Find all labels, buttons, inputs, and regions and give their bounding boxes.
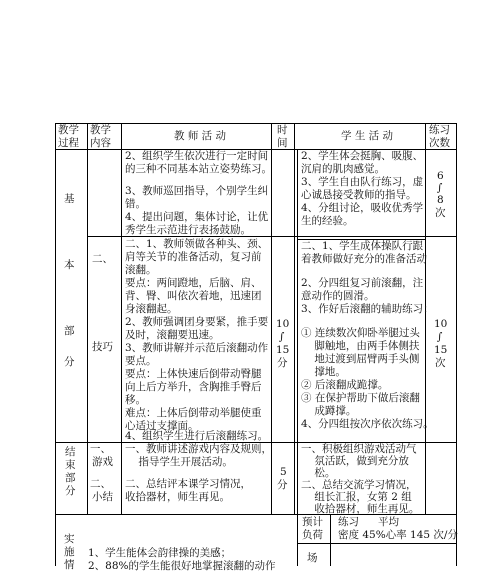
student-line: 生的经验。: [301, 215, 354, 227]
student-line: 沉肩的肌肉感觉。: [301, 163, 385, 175]
count-value: 次: [435, 357, 446, 369]
phase-ending-char: 分: [65, 485, 76, 497]
student-line: 2、分四组复习前滚翻，注: [301, 277, 424, 289]
student-line: 地过渡到屈臂两手头侧: [301, 353, 420, 365]
content-number: 二、: [90, 478, 111, 490]
student-line: 二、总结交流学习情况，: [301, 479, 417, 491]
student-line: 脚触地，由两手体侧扶: [301, 340, 420, 352]
phase-basic-char: 分: [64, 356, 75, 368]
table-line: [425, 123, 426, 514]
time-value: 分: [277, 479, 288, 491]
student-line: ① 连续数次仰卧举腿过头: [301, 327, 420, 339]
teacher-line: 要点：上体快速后倒带动臀腿: [125, 368, 262, 380]
count-value: 8: [437, 194, 444, 206]
teacher-line: 肩等关节的准备活动，复习前: [125, 251, 262, 263]
phase-ending-char: 结: [65, 446, 76, 458]
student-line: 一、积极组织游戏活动气: [301, 443, 417, 455]
table-line: [55, 123, 456, 124]
content-name: 技巧: [92, 341, 113, 353]
teacher-line: 秀学生示范进行表扬鼓励。: [125, 224, 251, 236]
student-line: 心诚恳接受教师的指导。: [301, 189, 417, 201]
teacher-line: 2、组织学生依次进行一定时间: [125, 150, 269, 162]
venue-label: 场: [307, 552, 318, 564]
table-line: [55, 123, 56, 566]
content-name: 游戏: [92, 456, 113, 468]
content-number: 一、: [90, 443, 111, 455]
header-process: 教学 过程: [58, 124, 79, 149]
teacher-line: 3、教师巡回指导，个别学生纠: [125, 185, 269, 197]
student-line: 4、分组讨论，吸收优秀学: [301, 202, 424, 214]
teacher-line: 4、提出问题，集体讨论，让优: [125, 211, 269, 223]
table-line: [87, 123, 88, 514]
time-value: 15: [276, 344, 290, 356]
student-line: 成蹲撑。: [301, 405, 357, 417]
practice-label: 练习: [338, 516, 359, 528]
forecast-load-label: 预计: [302, 516, 323, 528]
teacher-line: 的三种不同基本站立姿势练习。: [125, 163, 272, 175]
student-line: 二、1、学生成体操队行跟: [301, 240, 424, 252]
student-line: 3、学生自由队行练习，虚: [301, 176, 424, 188]
teacher-line: 2、教师强调团身要紧，推手要: [125, 316, 269, 328]
student-line: 2、学生体会挺胸、吸腹、: [301, 150, 424, 162]
teacher-line: 心适过支撑面。: [125, 420, 199, 432]
table-line: [297, 514, 298, 566]
teacher-line: 二、总结评本课学习情况，: [125, 478, 251, 490]
phase-basic-char: 本: [64, 259, 75, 271]
teacher-line: 滚翻。: [125, 264, 157, 276]
header-content: 教学 内容: [90, 124, 111, 149]
student-line: 撑地。: [301, 366, 346, 378]
phase-implement-char: 实: [64, 533, 75, 545]
teacher-line: 要点：两间蹬地，后脑、肩、: [125, 277, 262, 289]
phase-basic-char: 基: [64, 193, 75, 205]
teacher-line: 背、臀、叫依次着地，迅速团: [125, 290, 262, 302]
student-line: 4、分四组按次序依次练习。: [301, 418, 434, 430]
teacher-line: 3、教师讲解并示范后滚翻动作: [125, 342, 269, 354]
content-number: 二、: [92, 253, 113, 265]
student-line: 松。: [301, 467, 336, 479]
time-value: ∫: [279, 331, 285, 343]
phase-ending-char: 部: [65, 472, 76, 484]
time-value: 10: [276, 318, 290, 330]
time-value: 分: [277, 357, 288, 369]
student-line: 氛活跃，做到充分放: [301, 455, 409, 467]
content-name: 小结: [92, 491, 113, 503]
count-value: ∫: [437, 182, 443, 194]
table-line: [330, 514, 331, 566]
header-time: 时 间: [277, 124, 288, 149]
time-value: 5: [280, 466, 287, 478]
count-value: ∫: [437, 331, 443, 343]
teacher-line: 移。: [125, 394, 146, 406]
teacher-line: 及时，滚翻要迅速。: [125, 329, 220, 341]
table-line: [294, 123, 295, 514]
student-line: 3、作好后滚翻的辅助练习：: [301, 303, 434, 315]
teacher-line: 错。: [125, 198, 146, 210]
teacher-line: 向上后方举升，含胸推手臀后: [125, 381, 262, 393]
teacher-line: 指导学生开展活动。: [125, 456, 233, 468]
table-line: [121, 123, 122, 514]
student-line: 着教师做好充分的准备活动: [301, 253, 427, 265]
header-practice-count: 练习 次数: [429, 124, 450, 149]
density-heart-rate: 密度 45%心率 145 次/分: [338, 529, 458, 541]
count-value: 15: [434, 344, 448, 356]
teacher-line: 收拾器材，师生再见。: [125, 491, 230, 503]
teacher-line: 难点：上体后倒带动举腿使重: [125, 407, 262, 419]
student-line: 组长汇报，女第 2 组: [301, 491, 412, 503]
count-value: 次: [435, 207, 446, 219]
student-line: ② 后滚翻成跪撑。: [301, 379, 389, 391]
student-line: 收拾器材，师生再见。: [301, 503, 420, 515]
teacher-line: 要点。: [125, 355, 157, 367]
forecast-load-label: 负荷: [302, 529, 323, 541]
header-student-activity: 学 生 活 动: [340, 130, 393, 142]
table-line: [297, 543, 456, 544]
table-line: [297, 149, 298, 514]
header-teacher-activity: 教 师 活 动: [173, 130, 226, 142]
phase-ending-char: 束: [65, 459, 76, 471]
student-line: 意动作的圆滑。: [301, 290, 375, 302]
student-line: ③ 在保护帮助下做后滚翻: [301, 392, 420, 404]
count-value: 6: [437, 170, 444, 182]
teacher-line: 一、教师讲述游戏内容及规则，: [125, 443, 272, 455]
table-line: [456, 123, 457, 566]
effect-line: 1、学生能体会韵律操的美感；: [88, 547, 232, 559]
phase-implement-char: 施: [64, 546, 75, 558]
phase-basic-char: 部: [64, 325, 75, 337]
teacher-line: 身滚翻起。: [125, 303, 178, 315]
effect-line: 2、88%的学生能很好地掌握滚翻的动作: [88, 560, 276, 572]
teacher-line: 二、1、教师领做各种头、颈、: [125, 238, 269, 250]
count-value: 10: [434, 318, 448, 330]
average-label: 平均: [378, 516, 399, 528]
teacher-line: 4、组织学生进行后滚翻练习。: [125, 430, 269, 442]
phase-implement-char: 情: [64, 559, 75, 571]
